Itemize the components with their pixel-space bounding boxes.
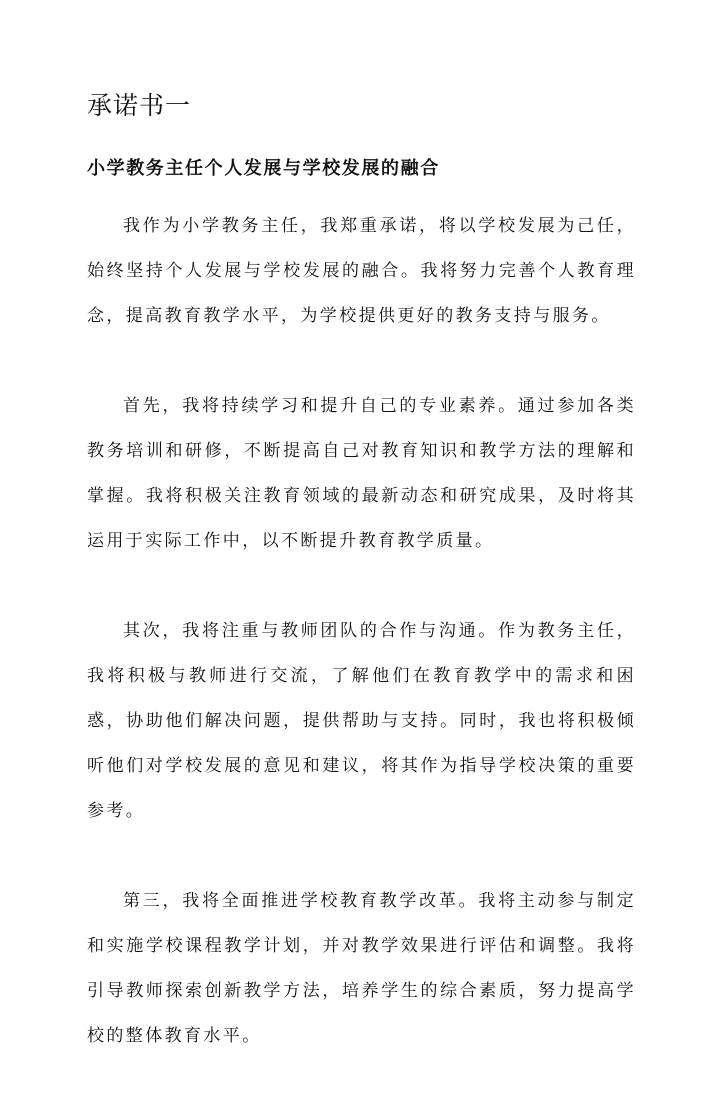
paragraph-1: 我作为小学教务主任，我郑重承诺，将以学校发展为己任，始终坚持个人发展与学校发展的融合。我将努力完善个人教育理念，提高教育教学水平，为学校提供更好的教务支持与服务。	[87, 216, 636, 326]
document-title: 承诺书一	[87, 91, 192, 120]
document-body	[87, 204, 636, 1104]
paragraph-2: 首先，我将持续学习和提升自己的专业素养。通过参加各类教务培训和研修，不断提高自己对教育知识和教学方法的理解和掌握。我将积极关注教育领域的最新动态和研究成果，及时将其运用于实际工作中，以不断提升教育教学质量。	[87, 396, 636, 551]
paragraph-3: 其次，我将注重与教师团队的合作与沟通。作为教务主任，我将积极与教师进行交流，了解他们在教育教学中的需求和困惑，协助他们解决问题，提供帮助与支持。同时，我也将积极倾听他们对学校发展的意见和建议，将其作为指导学校决策的重要参考。	[87, 621, 636, 821]
document-subtitle: 小学教务主任个人发展与学校发展的融合	[87, 158, 440, 179]
paragraph-4: 第三，我将全面推进学校教育教学改革。我将主动参与制定和实施学校课程教学计划，并对教学效果进行评估和调整。我将引导教师探索创新教学方法，培养学生的综合素质，努力提高学校的整体教育水平。	[87, 891, 636, 1046]
